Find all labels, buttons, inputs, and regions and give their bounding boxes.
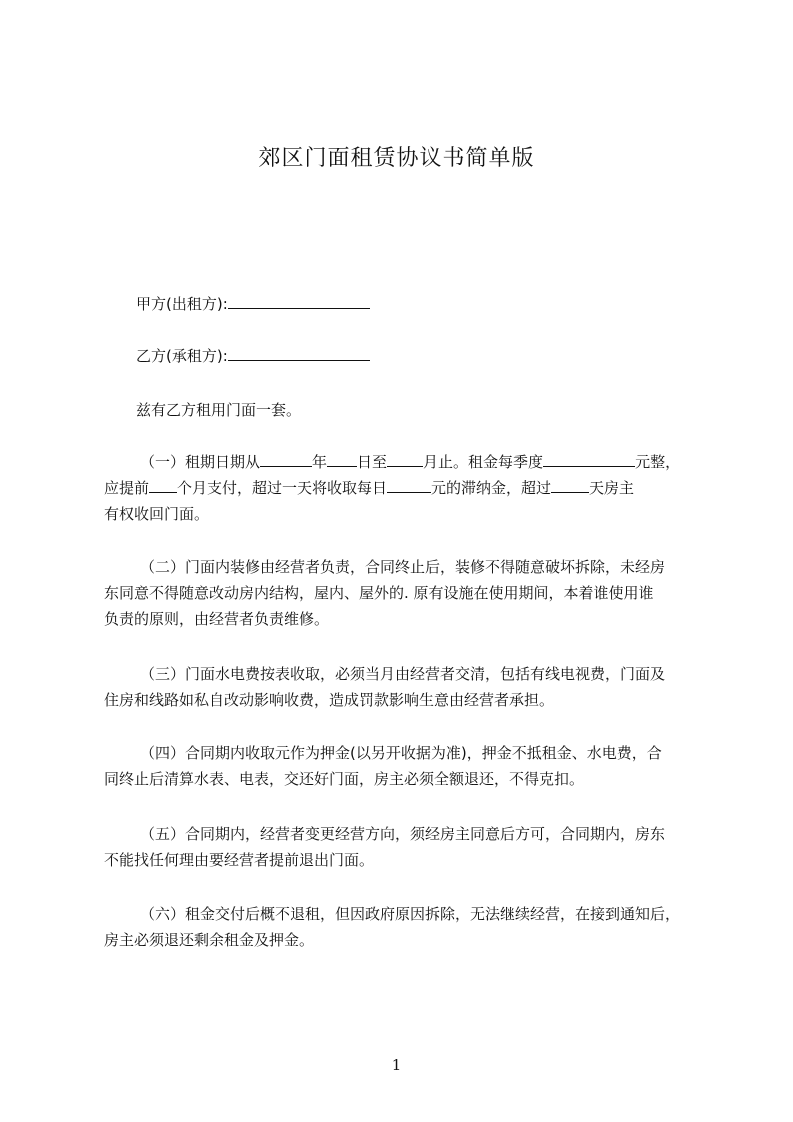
clause-4-text: （四）合同期内收取元作为押金(以另开收据为准)，押金不抵租金、水电费，合 xyxy=(140,744,662,762)
clause-2 xyxy=(104,554,704,632)
clause-6-line-1 xyxy=(104,901,704,927)
clause-6-text: （六）租金交付后概不退租，但因政府原因拆除，无法继续经营，在接到通知后， xyxy=(140,905,681,923)
clause-6 xyxy=(104,901,704,953)
late-fee-blank xyxy=(387,477,431,493)
clause-4-line-1 xyxy=(104,740,704,766)
clause-1 xyxy=(104,449,704,527)
clause-1-text: 天房主 xyxy=(589,479,635,497)
months-blank xyxy=(149,477,177,493)
clause-5-text: （五）合同期内，经营者变更经营方向，须经房主同意后方可，合同期内，房东 xyxy=(140,825,666,843)
clause-1-text: 元整， xyxy=(635,453,681,471)
clause-1-text: 个月支付，超过一天将收取每日 xyxy=(177,479,388,497)
clause-5-line-2: 不能找任何理由要经营者提前退出门面。 xyxy=(104,851,375,869)
clause-3-line-1 xyxy=(104,661,704,687)
clause-1-line-1 xyxy=(104,449,704,475)
clause-4 xyxy=(104,740,704,792)
clause-4-line-2: 同终止后清算水表、电表，交还好门面，房主必须全额退还，不得克扣。 xyxy=(104,770,585,788)
clause-3 xyxy=(104,661,704,713)
clause-2-line-1 xyxy=(104,554,704,580)
party-b-label: 乙方(承租方): xyxy=(136,347,228,365)
clause-3-text: （三）门面水电费按表收取，必须当月由经营者交清，包括有线电视费，门面及 xyxy=(140,665,666,683)
party-b-line xyxy=(136,345,370,366)
clause-1-line-2 xyxy=(104,475,704,501)
clause-5 xyxy=(104,821,704,873)
intro-text: 兹有乙方租用门面一套。 xyxy=(136,401,302,419)
clause-2-line-2: 东同意不得随意改动房内结构，屋内、屋外的. 原有设施在使用期间，本着谁使用谁 xyxy=(104,584,654,602)
clause-2-line-3: 负责的原则，由经营者负责维修。 xyxy=(104,610,330,628)
year-blank xyxy=(260,451,312,467)
clause-1-line-3: 有权收回门面。 xyxy=(104,505,210,523)
clause-1-text: 日至 xyxy=(357,453,388,471)
clause-2-text: （二）门面内装修由经营者负责，合同终止后，装修不得随意破坏拆除，未经房 xyxy=(140,558,666,576)
document-title: 郊区门面租赁协议书简单版 xyxy=(258,146,535,171)
month-blank xyxy=(387,451,423,467)
clause-1-text: 年 xyxy=(312,453,328,471)
party-a-label: 甲方(出租方): xyxy=(136,295,228,313)
rent-amount-blank xyxy=(543,451,635,467)
clause-1-text: （一）租期日期从 xyxy=(140,453,261,471)
days-blank xyxy=(551,477,589,493)
clause-6-line-2: 房主必须退还剩余租金及押金。 xyxy=(104,931,315,949)
clause-1-text: 应提前 xyxy=(104,479,150,497)
clause-3-line-2: 住房和线路如私自改动影响收费，造成罚款影响生意由经营者承担。 xyxy=(104,691,555,709)
day-blank xyxy=(327,451,357,467)
clause-1-text: 元的滞纳金，超过 xyxy=(431,479,552,497)
clause-1-text: 月止。租金每季度 xyxy=(423,453,544,471)
party-b-blank xyxy=(228,345,370,361)
party-a-blank xyxy=(228,293,370,309)
party-a-line xyxy=(136,293,370,314)
clause-5-line-1 xyxy=(104,821,704,847)
page-number: 1 xyxy=(391,1056,402,1074)
